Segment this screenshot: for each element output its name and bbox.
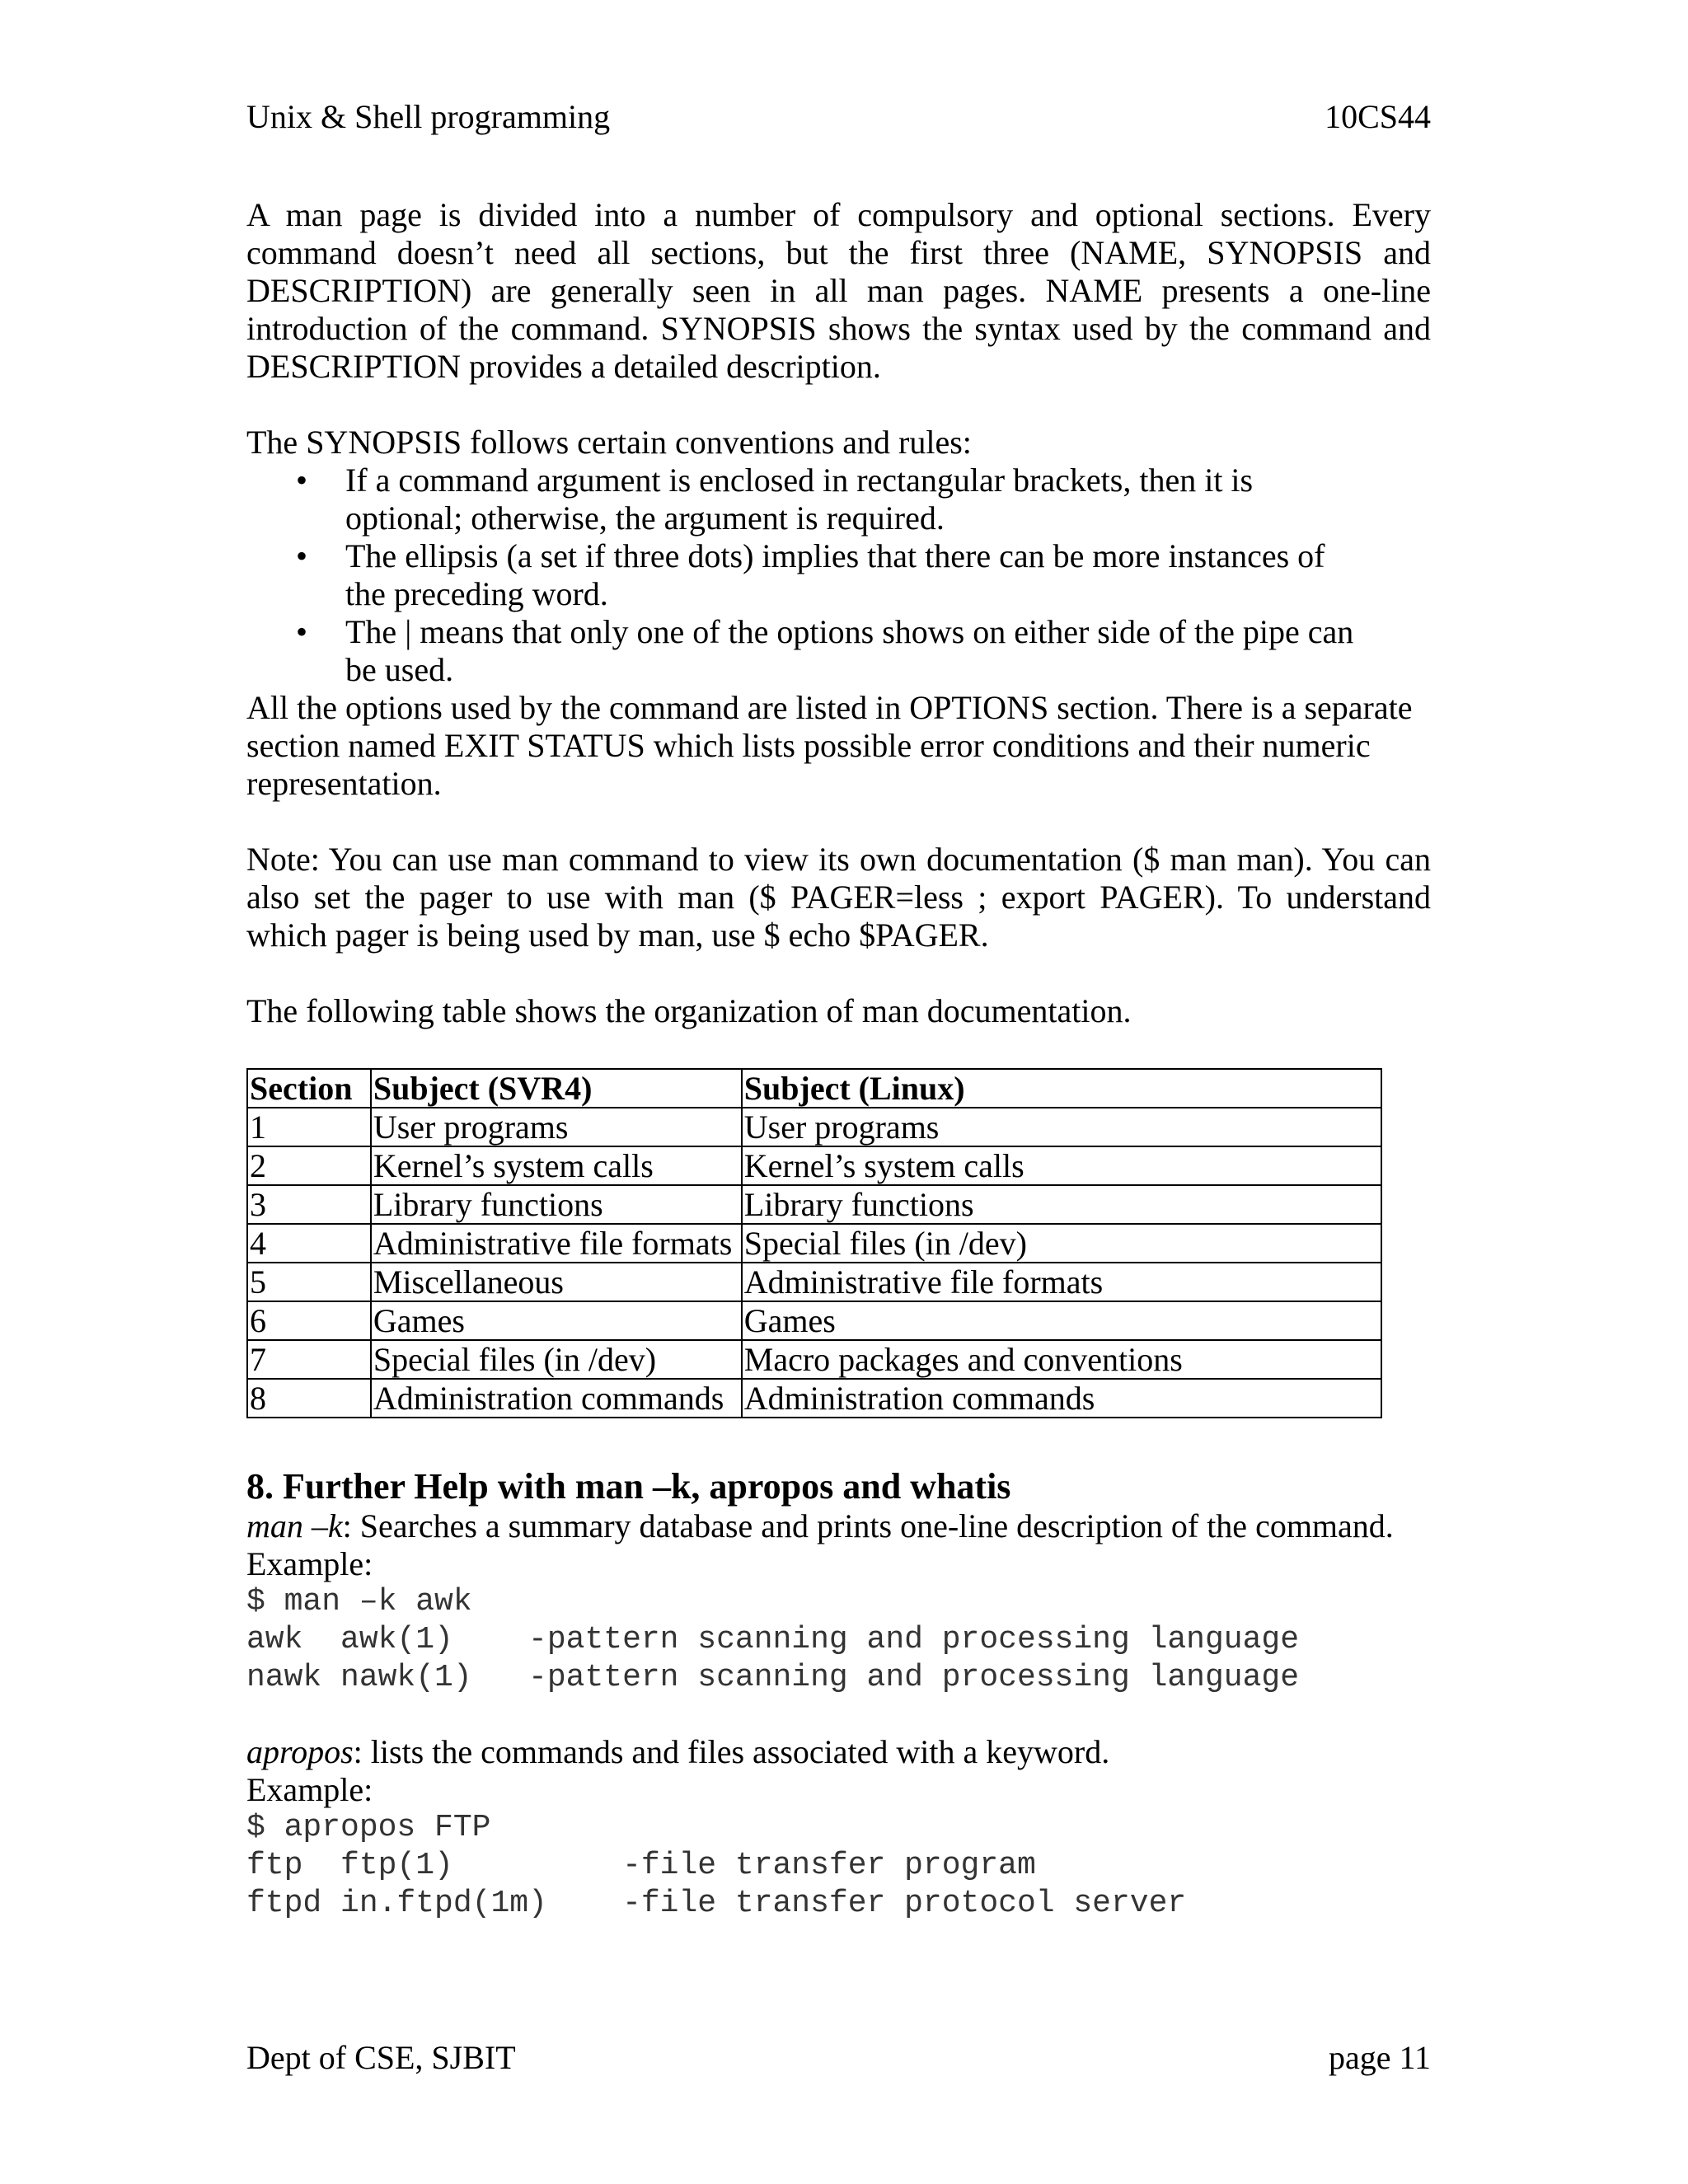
list-item: • If a command argument is enclosed in rectangular brackets, then it is optional; otherwise, the argument is required.: [246, 462, 1367, 537]
code-line: ftp ftp(1) -file transfer program: [246, 1848, 1036, 1883]
column-header-svr4: Subject (SVR4): [371, 1069, 742, 1108]
table-cell: Administrative file formats: [371, 1224, 742, 1263]
table-cell: Kernel’s system calls: [371, 1146, 742, 1185]
column-header-section: Section: [247, 1069, 371, 1108]
apropos-term: apropos: [246, 1733, 354, 1770]
table-cell: Special files (in /dev): [742, 1224, 1381, 1263]
table-row: [247, 1146, 1381, 1185]
table-row: [247, 1263, 1381, 1301]
man-k-example-label: Example:: [246, 1545, 373, 1582]
table-row: [247, 1379, 1381, 1418]
table-cell: 6: [247, 1301, 371, 1340]
table-cell: Games: [371, 1301, 742, 1340]
table-row: [247, 1301, 1381, 1340]
footer-page-number: page 11: [1328, 2039, 1431, 2076]
code-line: $ apropos FTP: [246, 1810, 491, 1845]
man-k-code-block: [246, 1583, 1431, 1697]
table-cell: Administrative file formats: [742, 1263, 1381, 1301]
table-cell: Library functions: [371, 1185, 742, 1224]
table-cell: User programs: [742, 1108, 1381, 1146]
table-header-row: [247, 1069, 1381, 1108]
intro-paragraph: A man page is divided into a number of compulsory and optional sections. Every command doesn’t need all sections, but the first three (NAME, SYNOPSIS and DESCRIPTION) are generally seen in all man pages. NAME presents a one-line introduction of the command. SYNOPSIS shows the syntax used by the command and DESCRIPTION provides a detailed description.: [246, 196, 1431, 385]
apropos-code-block: [246, 1809, 1431, 1923]
table-cell: 7: [247, 1340, 371, 1379]
table-cell: User programs: [371, 1108, 742, 1146]
apropos-example-label: Example:: [246, 1771, 373, 1808]
table-cell: Macro packages and conventions: [742, 1340, 1381, 1379]
man-k-text: : Searches a summary database and prints one-line description of the command.: [342, 1507, 1394, 1544]
table-cell: Library functions: [742, 1185, 1381, 1224]
table-cell: 5: [247, 1263, 371, 1301]
table-cell: Miscellaneous: [371, 1263, 742, 1301]
table-cell: 1: [247, 1108, 371, 1146]
code-line: ftpd in.ftpd(1m) -file transfer protocol server: [246, 1886, 1187, 1921]
table-cell: Kernel’s system calls: [742, 1146, 1381, 1185]
table-cell: Games: [742, 1301, 1381, 1340]
footer-department: Dept of CSE, SJBIT: [246, 2039, 516, 2076]
column-header-linux: Subject (Linux): [742, 1069, 1381, 1108]
list-item: • The ellipsis (a set if three dots) implies that there can be more instances of the preceding word.: [246, 537, 1367, 613]
synopsis-rules-list: [246, 462, 1431, 689]
man-sections-table: [246, 1068, 1382, 1418]
code-line: awk awk(1) -pattern scanning and processing language: [246, 1622, 1300, 1657]
table-row: [247, 1224, 1381, 1263]
apropos-description: [246, 1733, 1431, 1771]
header-course-code: 10CS44: [1325, 98, 1431, 135]
table-cell: Special files (in /dev): [371, 1340, 742, 1379]
table-row: [247, 1340, 1381, 1379]
table-cell: 3: [247, 1185, 371, 1224]
table-cell: Administration commands: [371, 1379, 742, 1418]
options-paragraph: All the options used by the command are listed in OPTIONS section. There is a separate section named EXIT STATUS which lists possible error conditions and their numeric representation.: [246, 689, 1413, 802]
man-k-description: [246, 1507, 1431, 1545]
table-cell: 2: [247, 1146, 371, 1185]
synopsis-lead: The SYNOPSIS follows certain conventions and rules:: [246, 424, 972, 461]
table-cell: Administration commands: [742, 1379, 1381, 1418]
note-paragraph: Note: You can use man command to view its own documentation ($ man man). You can also set the pager to use with man ($ PAGER=less ; export PAGER). To understand which pager is being used by man, use $ echo $PAGER.: [246, 841, 1431, 954]
table-row: [247, 1108, 1381, 1146]
code-line: $ man –k awk: [246, 1584, 472, 1619]
header-title: Unix & Shell programming: [246, 98, 611, 135]
man-k-term: man –k: [246, 1507, 343, 1544]
section-heading: 8. Further Help with man –k, apropos and whatis: [246, 1466, 1011, 1507]
page-content: [246, 196, 1431, 1923]
table-intro: The following table shows the organization of man documentation.: [246, 992, 1132, 1029]
list-item: • The | means that only one of the options shows on either side of the pipe can be used.: [246, 613, 1367, 689]
table-cell: 8: [247, 1379, 371, 1418]
table-row: [247, 1185, 1381, 1224]
apropos-text: : lists the commands and files associated with a keyword.: [353, 1733, 1110, 1770]
code-line: nawk nawk(1) -pattern scanning and processing language: [246, 1660, 1300, 1695]
table-cell: 4: [247, 1224, 371, 1263]
